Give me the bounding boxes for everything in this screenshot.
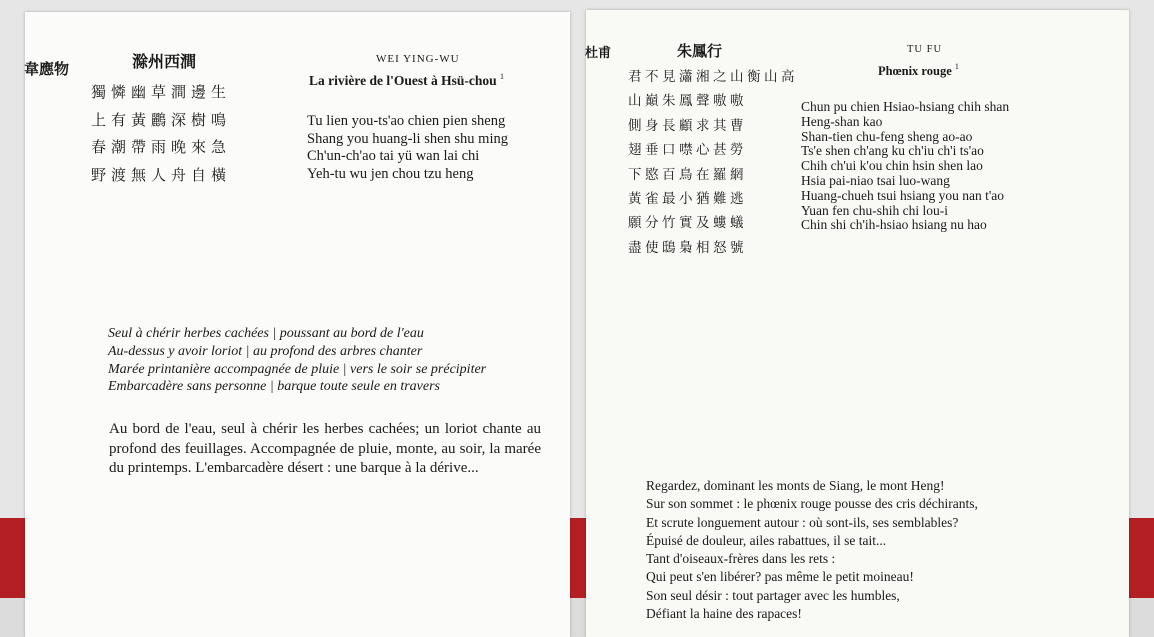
prose-line: Regardez, dominant les monts de Siang, le mont Heng! [646,478,945,493]
poem-line: 翅垂口噤心甚勞 [628,142,747,159]
prose-line: Tant d'oiseaux-frères dans les rets : [646,551,836,567]
poem-line: 黃雀最小猶難逃 [628,191,747,208]
prose-line: Épuisé de douleur, ailes rabattues, il se tait... [646,532,887,548]
poem-title-french [878,62,959,79]
poem-line: 野渡無人舟自橫 [91,165,232,184]
poem-line: 盡使鴟梟相怒號 [628,239,747,256]
poem-line: 獨憐幽草澗邊生 [91,83,232,101]
footnote-marker: 1 [954,62,959,71]
transliteration-line: Tu lien you-ts'ao chien pien sheng [307,113,506,129]
poem-line: 上有黃鸝深樹鳴 [91,110,232,129]
poem-title-french-text: La rivière de l'Ouest à Hsü-chou [309,73,497,88]
poem-title-chinese: 朱鳳行 [677,42,723,60]
author-name-chinese: 杜甫 [585,46,612,61]
prose-translation: Au bord de l'eau, seul à chérir les herbes cachées; un loriot chante au profond des feuillages. Accompagnée de pluie, monte, au soir, la marée du printemps. L'embarcadère désert : une barque à la dérive... [109,421,541,476]
literal-line: Marée printanière accompagnée de pluie | vers le soir se précipiter [108,361,487,377]
author-name-chinese: 韋應物 [24,60,70,78]
transliteration-line: Huang-chueh tsui hsiang you nan t'ao [801,187,1005,203]
poem-line: 側身長顧求其曹 [628,117,747,134]
transliteration-line: Yeh-tu wu jen chou tzu heng [307,165,474,182]
poem-transliteration [801,100,1009,233]
poem-title-chinese: 滁州西澗 [132,52,197,71]
poem-line: 春潮帶雨晚來急 [91,138,232,156]
transliteration-line: Ch'un-ch'ao tai yü wan lai chi [307,148,480,164]
literal-line: Seul à chérir herbes cachées | poussant au bord de l'eau [108,326,424,341]
literal-line: Au-dessus y avoir loriot | au profond des arbres chanter [108,343,423,359]
poem-title-french-text: Phœnix rouge [878,64,952,78]
prose-line: Qui peut s'en libérer? pas même le petit moineau! [646,569,914,585]
prose-line: Son seul désir : tout partager avec les humbles, [646,587,900,603]
poem-chinese-text [628,65,798,260]
transliteration-line: Heng-shan kao [801,113,883,129]
transliteration-line: Chih ch'ui k'ou chin hsin shen lao [801,158,983,174]
poem-line: 下愍百鳥在羅網 [628,166,747,183]
author-name-latin: TU FU [907,44,943,55]
transliteration-line: Shan-tien chu-feng sheng ao-ao [801,128,973,144]
poem-line: 君不見瀟湘之山衡山高 [628,69,798,85]
prose-translation [646,477,978,623]
poem-line: 山巔朱鳳聲嗷嗷 [628,93,747,110]
poem-chinese-text [91,79,231,189]
poem-line: 願分竹實及螻蟻 [628,215,747,232]
prose-line: Défiant la haine des rapaces! [646,606,802,622]
right-page [586,10,1129,637]
transliteration-line: Ts'e shen ch'ang ku ch'iu ch'i ts'ao [801,143,984,159]
transliteration-line: Yuan fen chu-shih chi lou-i [801,202,948,218]
footnote-marker: 1 [500,72,504,81]
author-name-latin: WEI YING-WU [376,53,460,65]
prose-line: Sur son sommet : le phœnix rouge pousse des cris déchirants, [646,496,978,512]
prose-line: Et scrute longuement autour : où sont-ils, ses semblables? [646,514,959,530]
transliteration-line: Chun pu chien Hsiao-hsiang chih shan [801,99,1010,114]
transliteration-line: Hsia pai-niao tsai luo-wang [801,172,950,188]
left-page [25,12,570,637]
poem-title-french [309,72,504,89]
poem-transliteration [307,113,508,183]
transliteration-line: Chin shi ch'ih-hsiao hsiang nu hao [801,217,987,233]
literal-translation [108,325,486,396]
transliteration-line: Shang you huang-li shen shu ming [307,130,508,147]
literal-line: Embarcadère sans personne | barque toute seule en travers [108,379,441,395]
